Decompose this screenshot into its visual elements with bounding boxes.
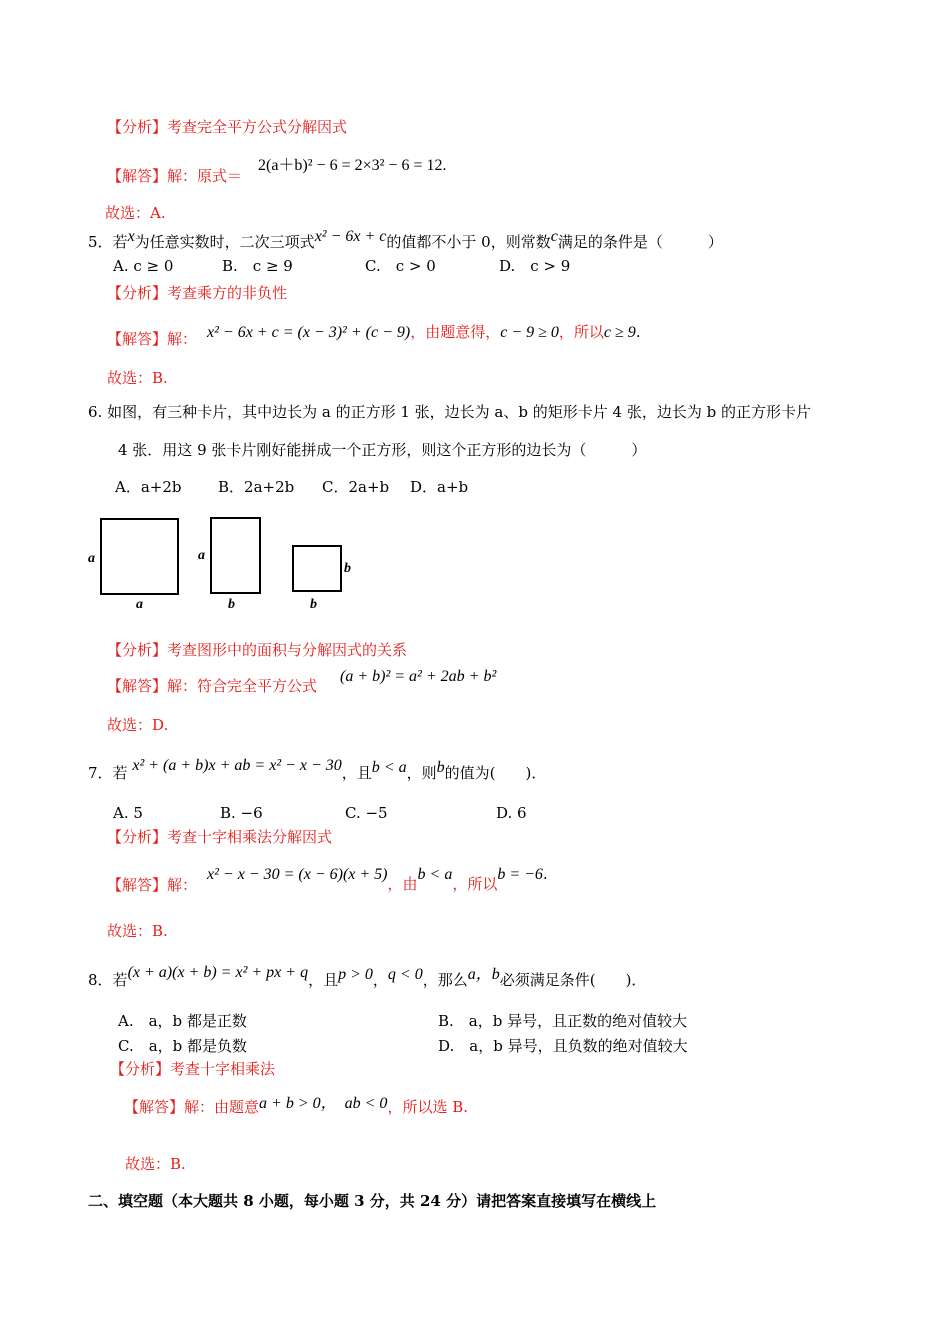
option-text: C. a，b 都是负数 — [118, 1037, 248, 1055]
analysis-text: 考查乘方的非负性 — [167, 284, 288, 302]
option-text: D. a，b 异号，且负数的绝对值较大 — [438, 1037, 688, 1055]
label-a-bottom: a — [136, 597, 143, 612]
q6-analysis — [107, 640, 407, 660]
square-card-b — [293, 546, 341, 591]
analysis-text: 考查图形中的面积与分解因式的关系 — [167, 641, 408, 659]
q5-option-d — [499, 256, 570, 276]
math-condition: b < a — [417, 866, 453, 883]
equation: (x + a)(x + b) = x² + px + q — [127, 964, 309, 981]
q8-stem: 8．若(x + a)(x + b) = x² + px + q，且p > 0，q < 0，那么a，b必须满足条件( )． — [88, 964, 647, 989]
q7-answer-body — [207, 864, 548, 893]
q8-answer — [124, 1097, 468, 1118]
answer-tag: 【解答】 — [107, 167, 168, 185]
stem-part: 的值为( )． — [444, 764, 547, 782]
answer-tag: 【解答】 — [124, 1098, 185, 1116]
q6-answer-math — [340, 667, 496, 687]
label-a-side: a — [88, 551, 95, 566]
stem-text: 4 张．用这 9 张卡片刚好能拼成一个正方形，则这个正方形的边长为（ ） — [118, 441, 647, 459]
q5-choose — [107, 368, 168, 388]
math-expression: (a + b)² = a² + 2ab + b² — [340, 668, 497, 685]
question-number: 8． — [88, 971, 113, 989]
label-b-side: b — [344, 561, 351, 576]
question-number: 5． — [88, 233, 113, 251]
q6-answer-label — [107, 676, 317, 696]
analysis-text: 考查十字相乘法分解因式 — [167, 828, 333, 846]
condition-p: p > 0 — [338, 966, 373, 983]
var-c: c — [550, 228, 558, 245]
q6-option-d — [410, 477, 468, 497]
stem-part: 为任意实数时，二次三项式 — [134, 233, 315, 251]
condition: b < a — [371, 759, 407, 776]
q4-choose — [105, 203, 166, 223]
answer-tag: 【解答】 — [107, 330, 168, 348]
option-text: D. 6 — [496, 804, 527, 822]
answer-prefix: 解： — [167, 876, 198, 894]
stem-part: ，且 — [308, 971, 339, 989]
q5-option-c — [365, 256, 436, 276]
q6-stem-line2 — [118, 440, 646, 460]
answer-prefix: 解：符合完全平方公式 — [167, 677, 318, 695]
math-expression: a + b > 0， ab < 0 — [259, 1095, 388, 1112]
choose-text: 故选：B. — [107, 922, 168, 940]
stem-part: 若 — [112, 971, 128, 989]
q8-option-d — [438, 1036, 688, 1056]
option-text: B．2a+2b — [218, 478, 295, 496]
option-text: A．a+2b — [115, 478, 182, 496]
option-text: C．2a+b — [322, 478, 390, 496]
stem-part: 必须满足条件( )． — [499, 971, 647, 989]
choose-text: 故选：A. — [105, 204, 166, 222]
q4-answer-label — [107, 166, 242, 186]
option-text: C. −5 — [345, 804, 388, 822]
choose-text: 故选：B. — [107, 369, 168, 387]
q4-analysis — [107, 117, 347, 137]
option-text: B. a，b 异号，且正数的绝对值较大 — [438, 1012, 688, 1030]
period: . — [442, 157, 447, 174]
q5-answer-body — [207, 322, 641, 343]
stem-part: 若 — [112, 764, 128, 782]
analysis-tag: 【分析】 — [107, 641, 168, 659]
option-text: D. c > 9 — [499, 257, 571, 275]
answer-text: ，所以 — [452, 875, 498, 893]
equation: x² + (a + b)x + ab = x² − x − 30 — [132, 757, 342, 774]
math-expression: x² − x − 30 = (x − 6)(x + 5) — [207, 866, 388, 883]
option-text: B. −6 — [220, 804, 263, 822]
q5-stem — [88, 228, 723, 253]
answer-prefix: 解： — [167, 330, 198, 348]
q7-option-d — [496, 803, 527, 823]
q8-option-b — [438, 1011, 687, 1031]
q7-answer-label — [107, 875, 197, 895]
label-rect-a: a — [198, 548, 205, 563]
q7-stem — [88, 757, 547, 784]
rectangle-card — [211, 518, 260, 593]
square-card-a — [101, 519, 178, 594]
period: . — [542, 865, 548, 883]
q6-option-b — [218, 477, 294, 497]
analysis-tag: 【分析】 — [107, 118, 168, 136]
option-text: D．a+b — [410, 478, 469, 496]
q8-choose — [125, 1154, 186, 1174]
stem-part: 满足的条件是（ ） — [557, 233, 723, 251]
q5-option-b — [222, 256, 293, 276]
label-rect-b: b — [228, 597, 235, 612]
section-title — [88, 1191, 656, 1211]
q8-analysis — [110, 1059, 275, 1079]
section-title-text: 二、填空题（本大题共 8 小题，每小题 3 分，共 24 分）请把答案直接填写在横线上 — [88, 1192, 657, 1210]
q6-choose — [107, 715, 168, 735]
q5-option-a — [113, 256, 173, 276]
question-number: 6. — [88, 403, 103, 421]
math-expression: x² − 6x + c = (x − 3)² + (c − 9) — [207, 324, 411, 341]
q7-analysis — [107, 827, 332, 847]
q7-option-a — [113, 803, 143, 823]
q6-option-c — [322, 477, 389, 497]
analysis-text: 考查完全平方公式分解因式 — [167, 118, 348, 136]
var-x: x — [127, 228, 135, 245]
option-text: B. c ≥ 9 — [222, 257, 293, 275]
choose-text: 故选：B. — [125, 1155, 186, 1173]
period: . — [635, 323, 641, 341]
stem-text: 如图，有三种卡片，其中边长为 a 的正方形 1 张，边长为 a、b 的矩形卡片 4 张，边长为 b 的正方形卡片 — [107, 403, 811, 421]
polynomial: x² − 6x + c — [314, 228, 387, 245]
answer-text: ，由题意得， — [410, 323, 501, 341]
question-number: 7． — [88, 764, 113, 782]
option-text: C. c > 0 — [365, 257, 436, 275]
q7-choose — [107, 921, 168, 941]
answer-text: ，所以 — [558, 323, 604, 341]
answer-tag: 【解答】 — [107, 876, 168, 894]
option-text: A. c ≥ 0 — [113, 257, 174, 275]
analysis-text: 考查十字相乘法 — [170, 1060, 276, 1078]
analysis-tag: 【分析】 — [107, 828, 168, 846]
answer-prefix: 解：原式＝ — [167, 167, 243, 185]
math-result: c ≥ 9 — [603, 324, 636, 341]
math-condition: c − 9 ≥ 0 — [500, 324, 559, 341]
stem-part: 若 — [112, 233, 128, 251]
condition-q: q < 0 — [387, 966, 423, 983]
q5-answer-label — [107, 329, 197, 349]
option-text: A. 5 — [113, 804, 143, 822]
answer-text: ，所以选 B. — [387, 1098, 468, 1116]
stem-part: ，且 — [341, 764, 372, 782]
stem-part: ，则 — [406, 764, 437, 782]
q5-analysis — [107, 283, 287, 303]
vars-ab: a，b — [467, 966, 500, 983]
answer-tag: 【解答】 — [107, 677, 168, 695]
choose-text: 故选：D. — [107, 716, 169, 734]
q6-stem-line1 — [88, 402, 811, 422]
label-b-bottom: b — [310, 597, 317, 612]
q6-cards-figure — [80, 510, 380, 615]
q7-option-c — [345, 803, 388, 823]
analysis-tag: 【分析】 — [107, 284, 168, 302]
math-expression: 2(a＋b)² − 6 = 2×3² − 6 = 12 — [258, 157, 443, 174]
analysis-tag: 【分析】 — [110, 1060, 171, 1078]
answer-prefix: 解：由题意 — [184, 1098, 260, 1116]
q4-answer-math — [258, 156, 446, 176]
option-text: A. a，b 都是正数 — [118, 1012, 247, 1030]
stem-part: 的值都不小于 0，则常数 — [386, 233, 551, 251]
q6-option-a — [115, 477, 182, 497]
answer-text: ，由 — [387, 875, 418, 893]
stem-part: ，那么 — [422, 971, 468, 989]
var-b: b — [436, 759, 445, 776]
q8-option-c — [118, 1036, 247, 1056]
q8-option-a — [118, 1011, 247, 1031]
math-result: b = −6 — [497, 866, 543, 883]
q7-option-b — [220, 803, 263, 823]
